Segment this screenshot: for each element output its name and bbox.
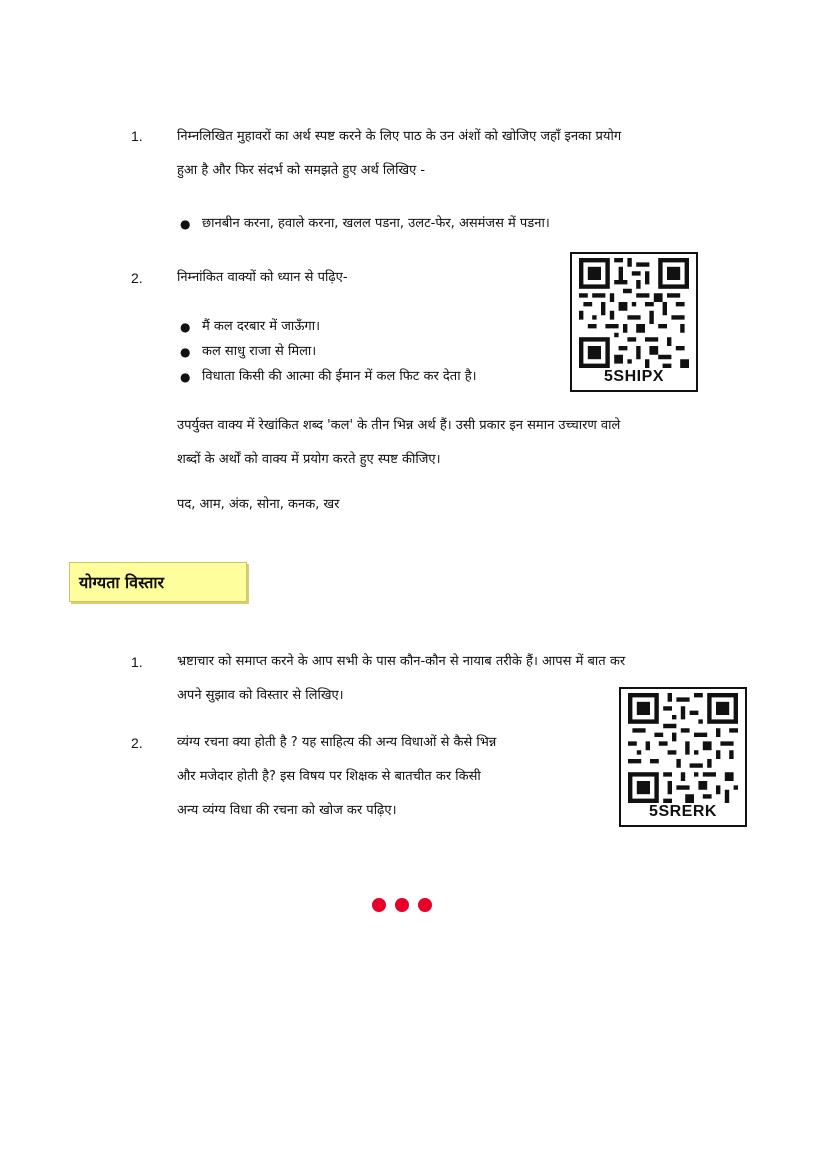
qr-code-icon — [579, 258, 689, 368]
item-number: 1. — [131, 654, 143, 670]
bullet-icon: ● — [180, 217, 191, 231]
qr-code-2[interactable] — [619, 687, 747, 827]
list-item-text: कल साधु राजा से मिला। — [202, 344, 317, 359]
question-line: भ्रष्टाचार को समाप्त करने के आप सभी के पास कौन-कौन से नायाब तरीके हैं। आपस में बात कर — [177, 654, 626, 669]
dot — [395, 898, 409, 912]
question-line: व्यंग्य रचना क्या होती है ? यह साहित्य की अन्य विधाओं से कैसे भिन्न — [177, 735, 497, 750]
section-heading — [69, 562, 247, 602]
bullet-icon: ● — [180, 320, 191, 334]
item-number: 2. — [131, 270, 143, 286]
question-line: हुआ है और फिर संदर्भ को समझते हुए अर्थ लिखिए - — [177, 163, 426, 178]
question-line: निम्नलिखित मुहावरों का अर्थ स्पष्ट करने के लिए पाठ के उन अंशों को खोजिए जहाँ इनका प्रयोग — [177, 129, 622, 144]
question-line: अन्य व्यंग्य विधा की रचना को खोज कर पढ़िए। — [177, 803, 397, 818]
question-text — [177, 120, 757, 188]
paragraph-line: शब्दों के अर्थों को वाक्य में प्रयोग करते हुए स्पष्ट कीजिए। — [177, 452, 441, 467]
list-item-text: मैं कल दरबार में जाऊँगा। — [202, 319, 321, 334]
list-item — [180, 213, 550, 235]
list-item — [180, 341, 316, 363]
end-dots-icon — [372, 898, 432, 912]
question-line: और मजेदार होती है? इस विषय पर शिक्षक से बातचीत कर किसी — [177, 769, 481, 784]
dot — [418, 898, 432, 912]
question-line: अपने सुझाव को विस्तार से लिखिए। — [177, 688, 344, 703]
paragraph-line: उपर्युक्त वाक्य में रेखांकित शब्द 'कल' के तीन भिन्न अर्थ हैं। उसी प्रकार इन समान उच्चारण वाले — [177, 418, 621, 433]
word-list: पद, आम, अंक, सोना, कनक, खर — [177, 497, 340, 512]
list-item — [180, 316, 320, 338]
qr-code-1[interactable] — [570, 252, 698, 392]
instruction-paragraph — [177, 409, 757, 477]
list-item — [180, 366, 477, 388]
bullet-icon: ● — [180, 370, 191, 384]
list-item-text: छानबीन करना, हवाले करना, खलल पडना, उलट-फेर, असमंजस में पडना। — [202, 216, 550, 231]
qr-code-icon — [628, 693, 738, 803]
question-text — [177, 726, 607, 828]
bullet-icon: ● — [180, 345, 191, 359]
section-heading-text: योग्यता विस्तार — [79, 573, 165, 592]
qr-code-label: 5SHIPX — [604, 368, 664, 385]
question-text: निम्नांकित वाक्यों को ध्यान से पढ़िए- — [177, 270, 348, 285]
qr-code-label: 5SRERK — [649, 803, 717, 820]
item-number: 2. — [131, 735, 143, 751]
list-item-text: विधाता किसी की आत्मा की ईमान में कल फिट कर देता है। — [202, 369, 477, 384]
dot — [372, 898, 386, 912]
item-number: 1. — [131, 128, 143, 144]
